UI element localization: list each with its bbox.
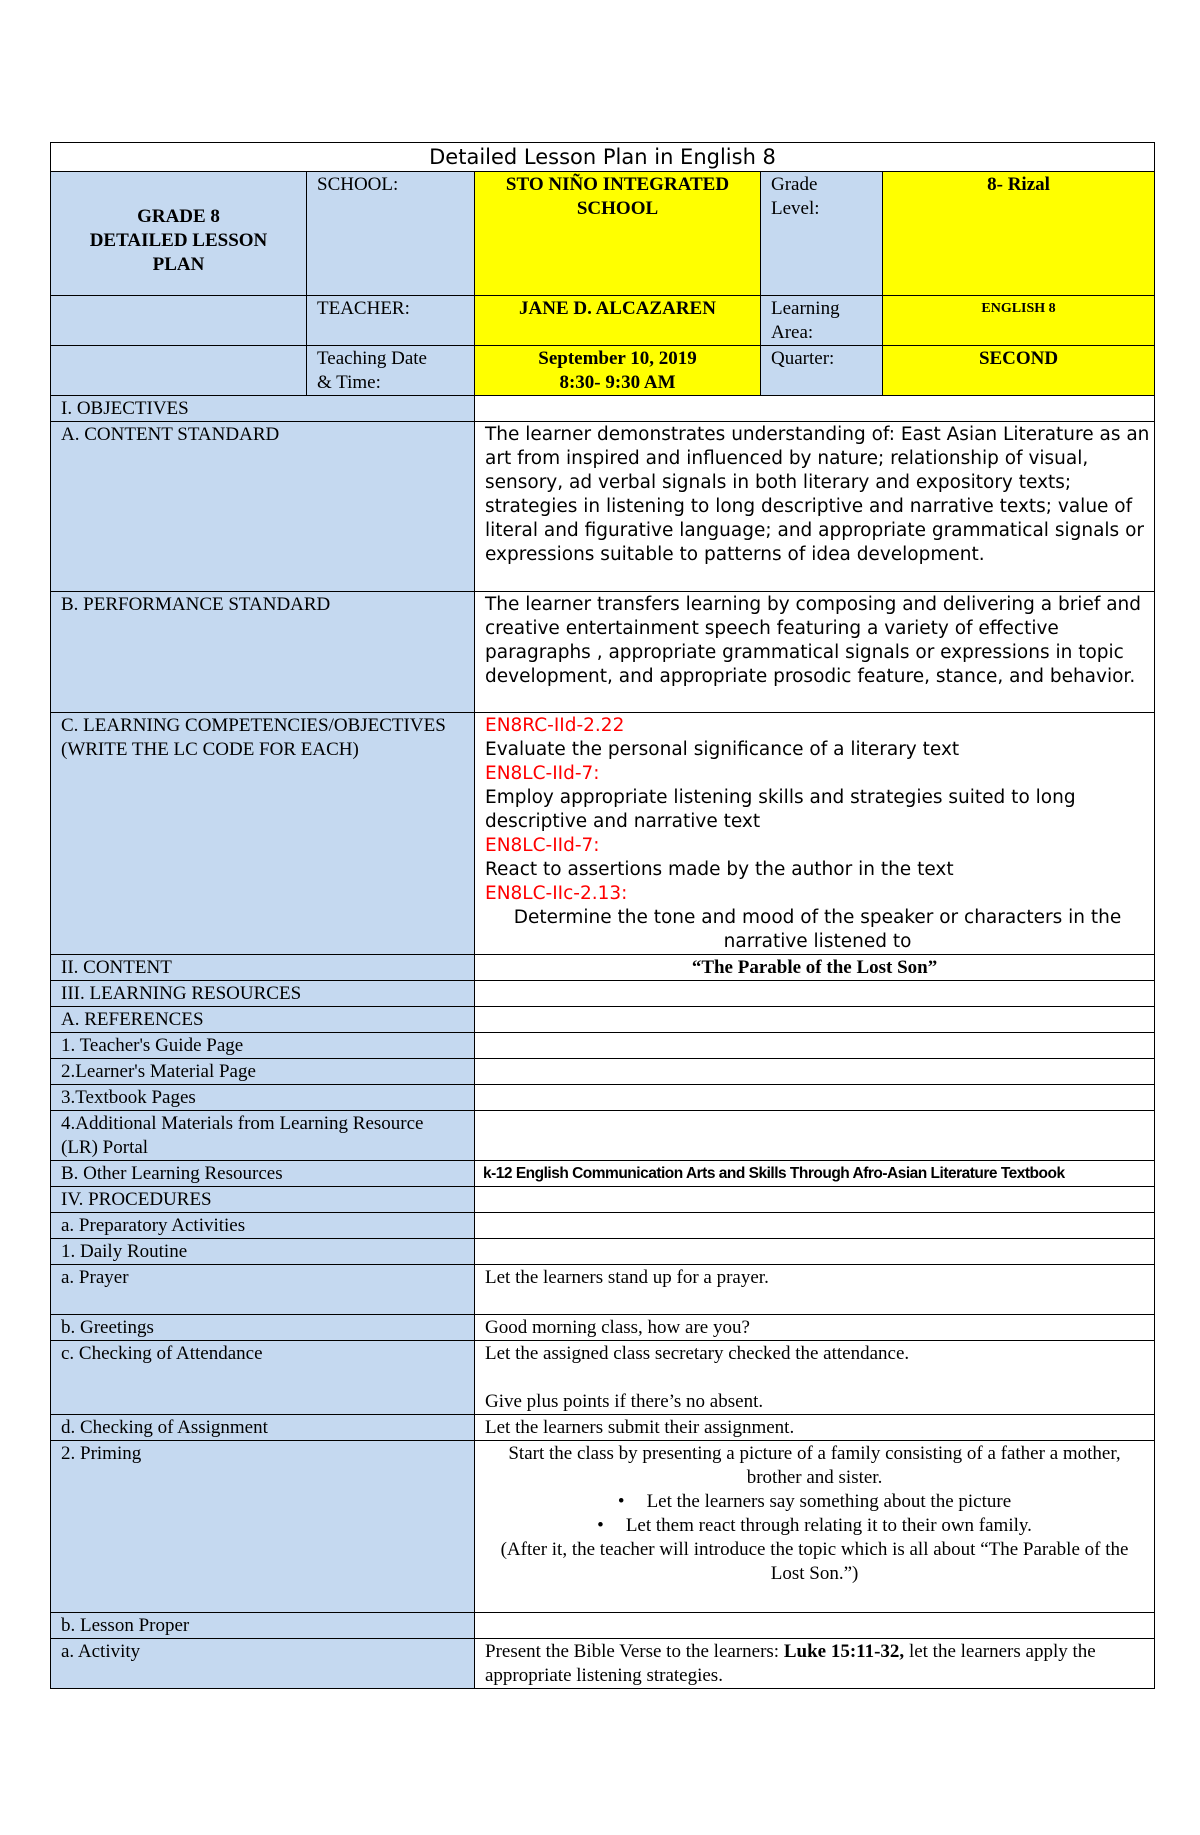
objectives-heading: I. OBJECTIVES bbox=[51, 396, 475, 422]
other-resources-value: k-12 English Communication Arts and Skills Through Afro-Asian Literature Textbook bbox=[475, 1161, 1155, 1187]
date-value: September 10, 2019 8:30- 9:30 AM bbox=[475, 346, 761, 396]
preparatory-label: a. Preparatory Activities bbox=[51, 1213, 475, 1239]
header-blank-2 bbox=[51, 346, 307, 396]
competency-text: Determine the tone and mood of the speaker or characters in the narrative listened to bbox=[513, 907, 1122, 952]
attendance-text: Let the assigned class secretary checked the attendance. Give plus points if there’s no absent. bbox=[475, 1341, 1155, 1415]
references-label: A. REFERENCES bbox=[51, 1007, 475, 1033]
competency-text: Employ appropriate listening skills and strategies suited to long descriptive and narrative text bbox=[485, 787, 1076, 832]
lesson-plan-page bbox=[50, 142, 1154, 1689]
learning-area-value: ENGLISH 8 bbox=[883, 296, 1155, 346]
list-item: • Let the learners say something about the picture bbox=[485, 1490, 1144, 1514]
attendance-label: c. Checking of Attendance bbox=[51, 1341, 475, 1415]
teachers-guide-label: 1. Teacher's Guide Page bbox=[51, 1033, 475, 1059]
teacher-value: JANE D. ALCAZAREN bbox=[475, 296, 761, 346]
textbook-pages-label: 3.Textbook Pages bbox=[51, 1085, 475, 1111]
prayer-text: Let the learners stand up for a prayer. bbox=[475, 1265, 1155, 1315]
document-title: Detailed Lesson Plan in English 8 bbox=[51, 143, 1155, 172]
content-standard-label: A. CONTENT STANDARD bbox=[51, 422, 475, 592]
activity-text: Present the Bible Verse to the learners: Luke 15:11-32, let the learners apply the appropriate listening strategies. bbox=[475, 1639, 1155, 1689]
other-resources-label: B. Other Learning Resources bbox=[51, 1161, 475, 1187]
list-item: • Let them react through relating it to their own family. bbox=[485, 1514, 1144, 1538]
grade-level-label: Grade Level: bbox=[761, 172, 883, 296]
competency-code: EN8RC-IId-2.22 bbox=[485, 715, 625, 736]
performance-standard-text: The learner transfers learning by composing and delivering a brief and creative entertainment speech featuring a variety of effective paragraphs , appropriate grammatical signals or expressions in topic development, and appropriate prosodic feature, stance, and behavior. bbox=[475, 592, 1155, 713]
school-value: STO NIÑO INTEGRATED SCHOOL bbox=[475, 172, 761, 296]
daily-routine-label: 1. Daily Routine bbox=[51, 1239, 475, 1265]
competency-code: EN8LC-IId-7: bbox=[485, 763, 600, 784]
greetings-text: Good morning class, how are you? bbox=[475, 1315, 1155, 1341]
content-value: “The Parable of the Lost Son” bbox=[475, 955, 1155, 981]
teacher-label: TEACHER: bbox=[307, 296, 475, 346]
greetings-label: b. Greetings bbox=[51, 1315, 475, 1341]
competency-code: EN8LC-IIc-2.13: bbox=[485, 883, 628, 904]
lesson-proper-label: b. Lesson Proper bbox=[51, 1613, 475, 1639]
assignment-text: Let the learners submit their assignment. bbox=[475, 1415, 1155, 1441]
resources-label: III. LEARNING RESOURCES bbox=[51, 981, 475, 1007]
school-label: SCHOOL: bbox=[307, 172, 475, 296]
performance-standard-label: B. PERFORMANCE STANDARD bbox=[51, 592, 475, 713]
learners-material-label: 2.Learner's Material Page bbox=[51, 1059, 475, 1085]
content-label: II. CONTENT bbox=[51, 955, 475, 981]
date-label: Teaching Date & Time: bbox=[307, 346, 475, 396]
priming-text: Start the class by presenting a picture of a family consisting of a father a mother, brother and sister. • Let the learners say something about the picture • Let them react through relating it to their own family. (After it, the teacher will introduce the topic which is all about “The Parable of the Lost Son.”) bbox=[475, 1441, 1155, 1613]
quarter-value: SECOND bbox=[883, 346, 1155, 396]
assignment-label: d. Checking of Assignment bbox=[51, 1415, 475, 1441]
priming-points bbox=[485, 1490, 1144, 1538]
competency-code: EN8LC-IId-7: bbox=[485, 835, 600, 856]
activity-label: a. Activity bbox=[51, 1639, 475, 1689]
procedures-label: IV. PROCEDURES bbox=[51, 1187, 475, 1213]
lesson-plan-table bbox=[50, 142, 1155, 1689]
grade-level-value: 8- Rizal bbox=[883, 172, 1155, 296]
prayer-label: a. Prayer bbox=[51, 1265, 475, 1315]
competency-text: React to assertions made by the author in the text bbox=[485, 859, 954, 880]
competency-text: Evaluate the personal significance of a literary text bbox=[485, 739, 960, 760]
priming-label: 2. Priming bbox=[51, 1441, 475, 1613]
competencies-list bbox=[475, 713, 1155, 955]
lr-portal-label: 4.Additional Materials from Learning Resource (LR) Portal bbox=[51, 1111, 475, 1161]
quarter-label: Quarter: bbox=[761, 346, 883, 396]
learning-area-label: Learning Area: bbox=[761, 296, 883, 346]
content-standard-text: The learner demonstrates understanding of: East Asian Literature as an art from inspired and influenced by nature; relationship of visual, sensory, ad verbal signals in both literary and expository texts; strategies in listening to long descriptive and narrative texts; value of literal and figurative language; and appropriate grammatical signals or expressions suitable to patterns of idea development. bbox=[475, 422, 1155, 592]
grade-box: GRADE 8 DETAILED LESSON PLAN bbox=[51, 172, 307, 296]
competencies-label: C. LEARNING COMPETENCIES/OBJECTIVES (WRITE THE LC CODE FOR EACH) bbox=[51, 713, 475, 955]
header-blank-1 bbox=[51, 296, 307, 346]
